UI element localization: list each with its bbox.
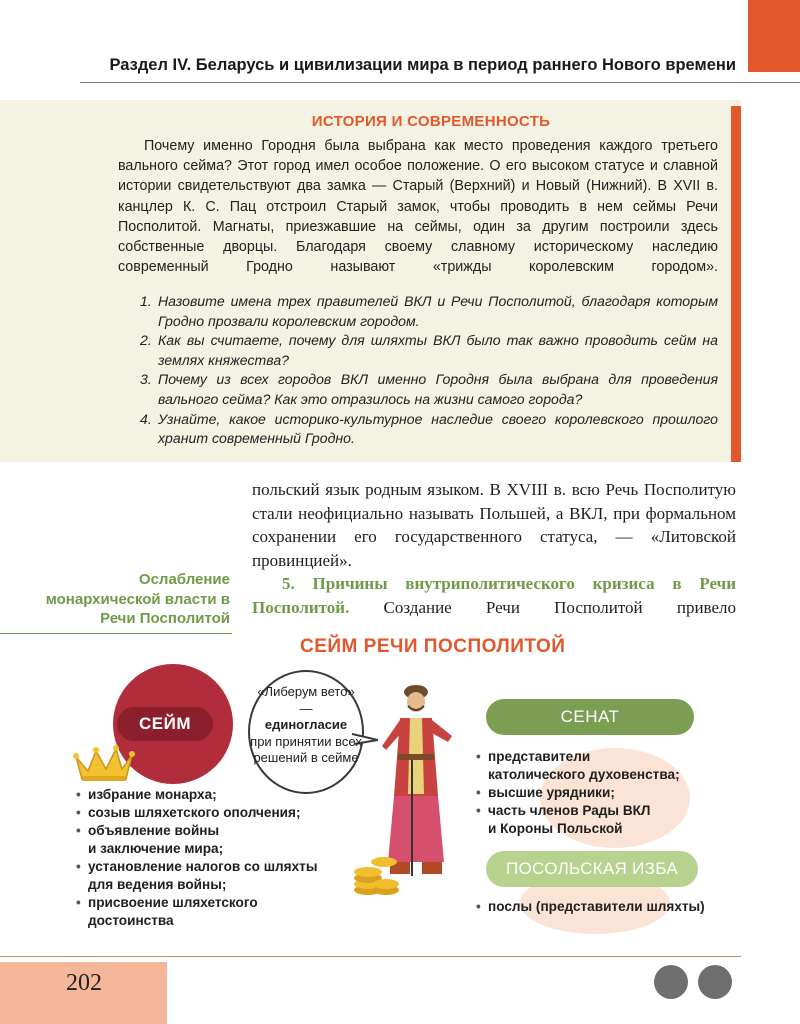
question-number: 1. xyxy=(140,293,152,309)
list-item xyxy=(476,784,736,802)
seim-powers-list xyxy=(76,786,356,930)
header-divider xyxy=(80,82,800,83)
diagram-title: СЕЙМ РЕЧИ ПОСПОЛИТОЙ xyxy=(300,636,566,657)
question-item xyxy=(140,410,718,449)
posolskaya-izba-label: ПОСОЛЬСКАЯ ИЗБА xyxy=(486,851,698,887)
seim-power-text: объявление войны и заключение мира; xyxy=(88,823,224,856)
seim-power-text: присвоение шляхетского достоинства xyxy=(88,895,258,928)
question-text: Почему из всех городов ВКЛ именно Городня была выбрана для проведения вального сейма? Как это отразилось на жизни самого города? xyxy=(158,371,718,407)
nav-dot-right xyxy=(698,965,732,999)
list-item xyxy=(476,802,736,838)
coins-icon xyxy=(352,852,400,896)
section-subheading: 5. Причины внутриполитического кризиса в Речи Посполитой. xyxy=(252,574,736,617)
footer-divider xyxy=(0,956,741,957)
question-text: Назовите имена трех правителей ВКЛ и Речи Посполитой, благодаря которым Гродно прозвали королевским городом. xyxy=(158,293,718,329)
senat-label: СЕНАТ xyxy=(486,699,694,735)
header-accent-tab xyxy=(748,0,800,72)
margin-note-underline xyxy=(0,633,232,634)
list-item xyxy=(476,748,736,784)
posolskaya-member-text: послы (представители шляхты) xyxy=(488,899,705,914)
question-item xyxy=(140,331,718,370)
question-text: Как вы считаете, почему для шляхты ВКЛ было так важно проводить сейм на землях княжества? xyxy=(158,332,718,368)
question-number: 3. xyxy=(140,371,152,388)
main-body-text xyxy=(252,478,736,619)
list-item xyxy=(76,858,356,894)
senat-member-text: представители католического духовенства; xyxy=(488,749,680,782)
nobleman-illustration xyxy=(372,676,460,878)
history-paragraph-text: Почему именно Городня была выбрана как место проведения каждого третьего вального сейма? Этот город имел особое положение. О его высоком статусе и славной истории свидетельствуют два замка — Старый (Верхний) и Новый (Нижний). В XVII в. канцлер К. С. Пац отстроил Старый замок, чтобы проводить в нем сеймы Речи Посполитой. Магнаты, приезжавшие на сеймы, один за другим построили здесь собственные дворцы. Благодаря своему славному историческому наследию современный Гродно называют «трижды королевским городом». xyxy=(118,138,718,276)
nav-dot-left xyxy=(654,965,688,999)
history-box-accent-bar xyxy=(731,106,741,462)
seim-power-text: установление налогов со шляхты для ведения войны; xyxy=(88,859,318,892)
list-item xyxy=(476,898,746,916)
speech-bubble-text xyxy=(250,684,362,767)
list-item xyxy=(76,804,356,822)
liberum-veto-label: «Либерум вето» — xyxy=(257,684,355,716)
senat-members-list xyxy=(476,748,736,838)
section-header: Раздел IV. Беларусь и цивилизации мира в период раннего Нового времени xyxy=(109,56,736,74)
question-number: 4. xyxy=(140,410,152,427)
body-after-subheading: Создание Речи Посполитой привело xyxy=(383,597,736,617)
senat-member-text: часть членов Рады ВКЛ и Короны Польской xyxy=(488,803,651,836)
body-continuation: польский язык родным языком. В XVIII в. всю Речь Посполитую стали неофициально называть Польшей, а ВКЛ, при формальном сохранении его государственного статуса, — «Литовской провинцией». xyxy=(252,480,736,570)
seim-label: СЕЙМ xyxy=(117,707,213,741)
page-number: 202 xyxy=(66,970,102,996)
list-item xyxy=(76,894,356,930)
margin-note: Ослабление монархической власти в Речи Посполитой xyxy=(45,571,230,627)
seim-power-text: избрание монарха; xyxy=(88,787,217,802)
question-text: Узнайте, какое историко-культурное наследие своего королевского прошлого хранит современный Гродно. xyxy=(158,410,718,447)
list-item xyxy=(76,822,356,858)
list-item xyxy=(76,786,356,804)
history-questions xyxy=(140,292,718,449)
unanimity-term: единогласие xyxy=(264,717,348,732)
question-number: 2. xyxy=(140,332,152,349)
history-box-title: ИСТОРИЯ И СОВРЕМЕННОСТЬ xyxy=(311,113,551,130)
posolskaya-members-list xyxy=(476,898,746,916)
question-item xyxy=(140,370,718,409)
history-box-paragraph xyxy=(118,136,718,277)
crown-icon xyxy=(72,745,136,783)
question-item xyxy=(140,292,718,331)
seim-power-text: созыв шляхетского ополчения; xyxy=(88,805,301,820)
senat-member-text: высшие урядники; xyxy=(488,785,615,800)
unanimity-description: при принятии всех решений в сейме xyxy=(250,733,362,765)
